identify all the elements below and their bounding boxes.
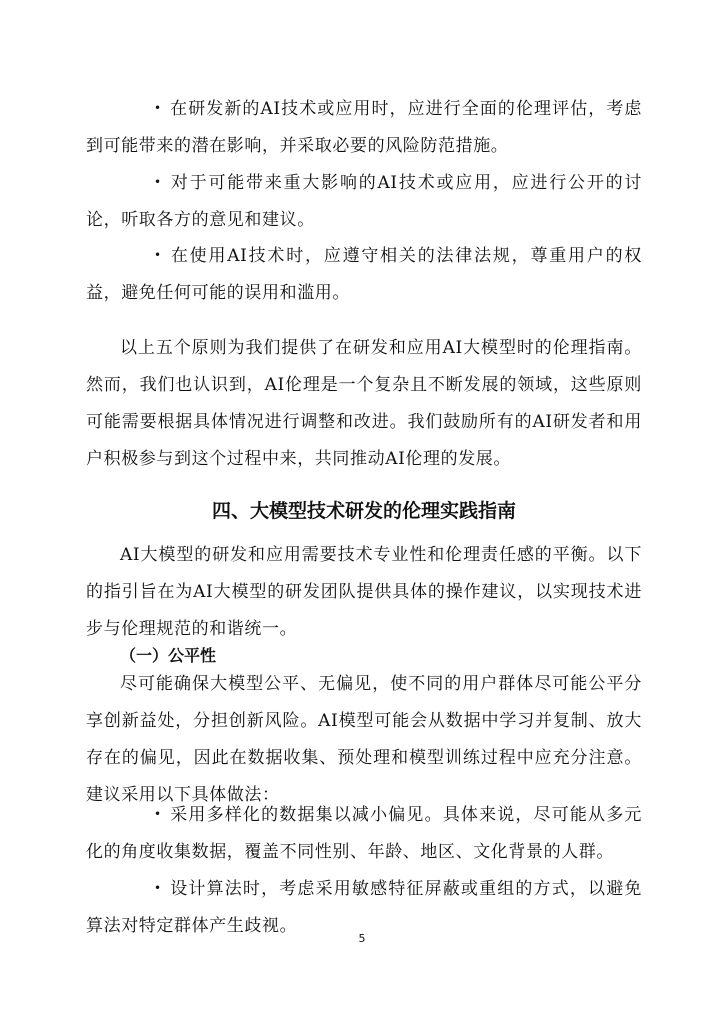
section-heading: 四、大模型技术研发的伦理实践指南	[211, 500, 516, 522]
bullet-icon: •	[154, 101, 162, 115]
section-intro-paragraph: AI大模型的研发和应用需要技术专业性和伦理责任感的平衡。以下的指引旨在为AI大模型的研发团队提供具体的操作建议，以实现技术进步与伦理规范的和谐统一。	[86, 545, 642, 639]
bullet-text: 采用多样化的数据集以减小偏见。具体来说，尽可能从多元化的角度收集数据，覆盖不同性别、年龄、地区、文化背景的人群。	[86, 805, 642, 862]
bullet-item-legal-compliance	[86, 237, 642, 312]
fairness-paragraph: 尽可能确保大模型公平、无偏见，使不同的用户群体尽可能公平分享创新益处，分担创新风险。AI模型可能会从数据中学习并复制、放大存在的偏见，因此在数据收集、预处理和模型训练过程中应充分注意。建议采用以下具体做法：	[86, 674, 642, 805]
bullet-item-ethics-assessment	[86, 90, 642, 165]
summary-paragraph: 以上五个原则为我们提供了在研发和应用AI大模型时的伦理指南。然而，我们也认识到，AI伦理是一个复杂且不断发展的领域，这些原则可能需要根据具体情况进行调整和改进。我们鼓励所有的AI研发者和用户积极参与到这个过程中来，共同推动AI伦理的发展。	[86, 338, 642, 469]
page-number: 5	[358, 932, 366, 945]
bullet-item-diverse-datasets	[86, 796, 642, 871]
bullet-text: 在研发新的AI技术或应用时，应进行全面的伦理评估，考虑到可能带来的潜在影响，并采取必要的风险防范措施。	[86, 99, 642, 156]
bullet-icon: •	[154, 807, 162, 821]
bullet-icon: •	[154, 175, 162, 189]
bullet-text: 设计算法时，考虑采用敏感特征屏蔽或重组的方式，以避免算法对特定群体产生歧视。	[86, 879, 642, 936]
bullet-icon: •	[154, 248, 162, 262]
subsection-heading-fairness: （一）公平性	[120, 646, 217, 665]
bullet-text: 对于可能带来重大影响的AI技术或应用，应进行公开的讨论，听取各方的意见和建议。	[86, 173, 642, 230]
bullet-icon: •	[154, 881, 162, 895]
bullet-item-public-discussion	[86, 164, 642, 239]
bullet-text: 在使用AI技术时，应遵守相关的法律法规，尊重用户的权益，避免任何可能的误用和滥用。	[86, 246, 642, 303]
